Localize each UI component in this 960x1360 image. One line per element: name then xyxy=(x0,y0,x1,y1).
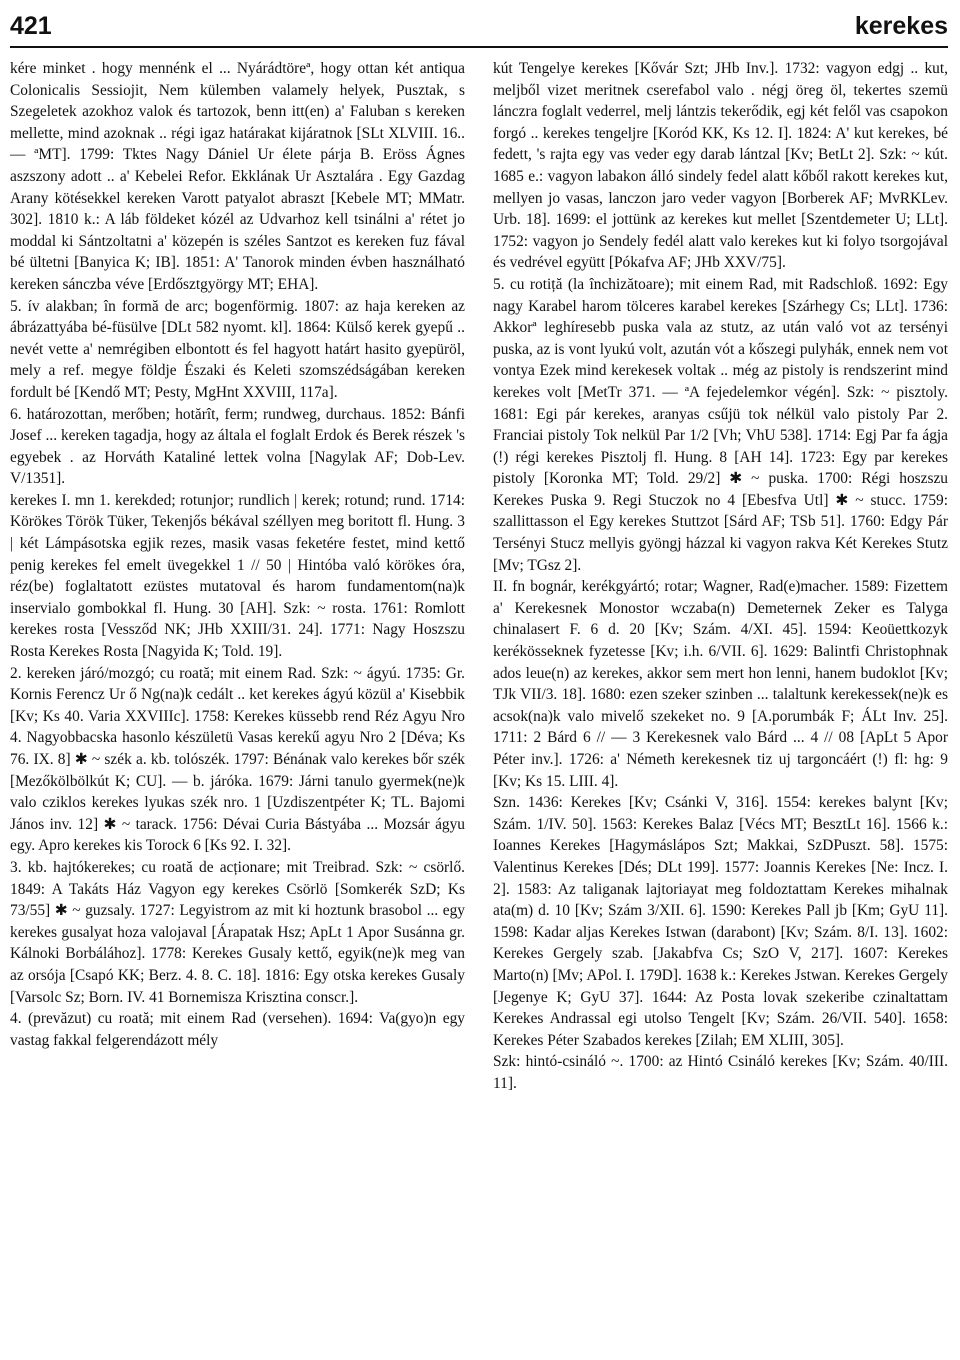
entry-paragraph: Szk: hintó-csináló ~. 1700: az Hintó Csináló kerekes [Kv; Szám. 40/III. 11]. xyxy=(493,1053,948,1092)
entry-paragraph: 3. kb. hajtókerekes; cu roată de acționare; mit Treibrad. Szk: ~ csörlő. 1849: A Takáts Ház Vagyon egy kerekes Csörlö [Somkerék SzD; Ks 73/55] ✱ ~ guzsaly. 1727: Legyistrom az mit ki hoztunk brasobol ... egy kerekes gusalyat hoza valojaval [Árapatak Hsz; ApLt 1 Apor Susánna gr. Kálnoki Borbálához]. 1778: Kerekes Gusaly kettő, egyik(ne)k meg van az orsója [Csapó KK; Berz. 4. 8. C. 18]. 1816: Egy otska kerekes Gusaly [Varsolc Sz; Born. IV. 41 Bornemisza Krisztina conscr.]. xyxy=(10,858,465,1006)
entry-paragraph: 2. kereken járó/mozgó; cu roată; mit einem Rad. Szk: ~ ágyú. 1735: Gr. Kornis Ferencz Ur ő Ng(na)k cedált .. ket kerekes ágyú közül a' Kisebbik [Kv; Ks 40. Varia XXVIIIc]. 1758: Kerekes küssebb rend Réz Agyu Nro 4. Nagyobbacska hasonlo készületü Vasas kerekű agyu Nro 2 [Déva; Ks 76. IX. 8] ✱ ~ szék a. kb. tolószék. 1797: Bénának valo kerekes bőr szék [Mezőkölbölkút K; CU]. — b. járóka. 1679: Járni tanulo gyermek(ne)k valo cziklos kerekes lyukas szék nro. 1 [Uzdiszentpéter K; TL. Bajomi János inv. 12] ✱ ~ tarack. 1756: Dévai Curia Bástyába ... Mozsár ágyu egy. Apro kerekes kis Torock 6 [Ks 92. I. 32]. xyxy=(10,664,465,855)
entry-paragraph: kére minket . hogy mennénk el ... Nyárádtöreª, hogy ottan két antiqua Colonicalis Sessiojit, Nem külemben valamely helyek, Pusztak, s Szegeletek azokhoz valok és tartozok, benn itt(en) a' Faluban s kereken mellette, mind azoknak .. régi igaz határakat kijáratnok [SLt XLVIII. 16.. — ªMT]. 1799: Tktes Nagy Dániel Ur élete párja B. Eröss Ágnes aszszony adott .. a' Kebelei Refor. Ekklának Ur Asztalára . Egy Gazdag Arany kötésekkel kereken Varott patyalot abraszt [Kebele MT; MMatr. 302]. 1810 k.: A láb földeket kózél az Udvarhoz kell tsinálni a' rétet jo moddal ki Sántzoltatni a' közepén is széles Santzot es kereken fuz fával bé ültetni [Banyica K; IB]. 1851: A' Tanorok minden évben használható kereken sánczba véve [Erdősztgyörgy MT; EHA]. xyxy=(10,60,465,293)
running-headword: kerekes xyxy=(854,12,948,40)
entry-paragraph: Szn. 1436: Kerekes [Kv; Csánki V, 316]. 1554: kerekes balynt [Kv; Szám. 1/IV. 50]. 1563: Kerekes Balaz [Vécs MT; BesztLt 16]. 1566 k.: Ioannes Kerekes [Hagymáslápos Szt; Makkai, SzDPuszt. 58]. 1575: Valentinus Kerekes [Dés; DLt 199]. 1577: Joannis Kerekes [Ne: Incz. I. 2]. 1583: Az taliganak lajtoriayat meg foldoztattam Kerekes mihalnak ata(m) d. 10 [Kv; Szám 3/XII. 6]. 1590: Kerekes Pall jb [Km; GyU 11]. 1598: Kadar aljas Kerekes Istwan (darabont) [Kv; Szám. 8/I. 13]. 1602: Kerekes Gergely szab. [Jakabfva Cs; SzO V, 217]. 1607: Kerekes Marto(n) [Mv; APol. I. 179D]. 1638 k.: Kerekes Jstwan. Kerekes Gergely [Jegenye K; GyU 37]. 1644: Az Posta lovak szekeribe czinaltattam Kerekes Andrassal egi utolso Tengelt [Kv; Szám. 26/VII. 540]. 1658: Kerekes Péter Szabados kerekes [Zilah; EM XLIII, 305]. xyxy=(493,794,948,1049)
entry-paragraph: 5. cu rotiță (la închizătoare); mit einem Rad, mit Radschloß. 1692: Egy nagy Karabel harom tölceres karabel kerekes [Szárhegy Cs; LLt]. 1736: Akkorª leghíresebb puska vala az stutz, az után való vot az tersényi puska, az is vont lyukú volt, azután vót a kőszegi pulyhák, ennek nem vot vontya Ezek mind kerekesek voltak .. még az pistoly is rendszerint mind kerekes volt [MetTr 371. — ªA fejedelemkor végén]. Szk: ~ pisztoly. 1681: Egi pár kerekes, aranyas csűjü tok nélkül valo pistoly Par 2. Franciai pistoly Tok nelkül Par 1/2 [Vh; VhU 538]. 1714: Egj Par fa ágja (!) régi kerekes Pisztolj fl. Hung. 8 [AH 14]. 1723: Egy par kerekes pistoly [Koronka MT; Told. 29/2] ✱ ~ puska. 1700: Régi hoszszu Kerekes Puska 9. Regi Stuczok no 4 [Ebesfva Utl] ✱ ~ stucc. 1759: szallittasson el Egy kerekes Stuttzot [Sárd AF; TSb 51]. 1760: Edgy Pár Tersényi Stucz mellyis gyöngj házzal ki vagyon rakva Két Kerekes Stutz [Mv; TGsz 2]. xyxy=(493,275,948,574)
entry-paragraph: kút Tengelye kerekes [Kővár Szt; JHb Inv.]. 1732: vagyon edgj .. kut, meljből vizet meritnek cserefabol valo . négj öreg öl, tekertes szemü lánczra foglalt vederrel, melj lántzis tekerődik, egj két felől vas csapokon forgó .. kerekes tengeljre [Koród KK, Ks 12. I]. 1824: A' kut kerekes, bé fedett, 's rajta egy vas veder egy darab lántzal [Kv; BetLt 2]. Szk: ~ kút. 1685 e.: vagyon labakon álló sindely fedel alatt kőből rakott kerekes kut, mellyen jo vasas, lanczon jaro veder vagyon [Borberek AF; MvRKLev. Urb. 18]. 1699: el jottünk az kerekes kut mellet [Szentdemeter U; LLt]. 1752: vagyon jo Sendely fedél alatt valo kerekes kut ki folyo tsorgojával és vedrével együtt [Pókafva AF; JHb XXV/75]. xyxy=(493,60,948,272)
text-columns xyxy=(10,58,948,1095)
header-rule xyxy=(10,46,948,48)
page-header xyxy=(10,10,948,40)
entry-paragraph: kerekes I. mn 1. kerekded; rotunjor; rundlich | kerek; rotund; rund. 1714: Körökes Török Tüker, Tekenjős békával széllyen meg boritott fl. Hung. 3 | két Lámpásotska egjik rezes, masik vasas feketére festet, mind kettő penig kerekes fel emelt üvegekkel 1 // 50 | Hintóba való körökes óra, réz(be) foglaltatott ezüstes mutatoval és harom fundamentom(na)k inservialo gombokkal fl. Hung. 30 [AH]. Szk: ~ rosta. 1761: Romlott kerekes rosta [Vessződ NK; JHb XXIII/31. 24]. 1771: Nagy Hoszszu Rosta Kerekes Rosta [Nagyida K; Told. 19]. xyxy=(10,491,465,661)
right-column xyxy=(493,58,948,1095)
left-column xyxy=(10,58,465,1095)
entry-paragraph: 5. ív alakban; în formă de arc; bogenförmig. 1807: az haja kereken az ábrázattyába bé-füsülve [DLt 582 nyomt. kl]. 1864: Külső kerek gyepű .. nevét vette a' nemrégiben elbontott és fel hagyott határt hasito gyepüröl, mely a ref. megye földje Északi és Keleti szomszédságában kereken fordult bé [Kendő MT; Pesty, MgHnt XXVIII, 117a]. xyxy=(10,297,465,401)
entry-paragraph: 6. határozottan, merőben; hotărît, ferm; rundweg, durchaus. 1852: Bánfi Josef ... kereken tagadja, hogy az általa el foglalt Erdok és Berek részek 's egyebek . az Horváth Kataliné lettek volna [Nagylak AF; Dob-Lev. V/1351]. xyxy=(10,405,465,488)
page-number: 421 xyxy=(10,12,52,40)
entry-paragraph: 4. (prevăzut) cu roată; mit einem Rad (versehen). 1694: Va(gyo)n egy vastag fakkal felgerendázott mély xyxy=(10,1010,465,1049)
entry-paragraph: II. fn bognár, kerékgyártó; rotar; Wagner, Rad(e)macher. 1589: Fizettem a' Kerekesnek Monostor wczaba(n) Demeternek Zeker es Talyga chinalasert F. 6 d. 20 [Kv; Szám. 4/XI. 45]. 1594: Keoüettkozyk kerékösseknek fyzetesse [Kv; i.h. 6/VII. 6]. 1629: Balintfi Christophnak ados leue(n) az kerekes, akkor sem mert hon lenni, hanem budoklot [Kv; TJk VII/3. 18]. 1680: ezen szeker szinben ... talaltunk kerekessek(ne)k es acsok(na)k valo mivelő szekeket no. 9 [A.porumbák F; ÁLt Inv. 25]. 1711: 2 Bárd 6 // — 3 Kerekesnek valo Bárd ... 4 // 08 [ApLt 5 Apor Péter inv.]. 1726: a' Németh kerekesnek tiz uj targoncáért (!) fl: hg: 9 [Kv; Ks 15. LIII. 4]. xyxy=(493,578,948,790)
